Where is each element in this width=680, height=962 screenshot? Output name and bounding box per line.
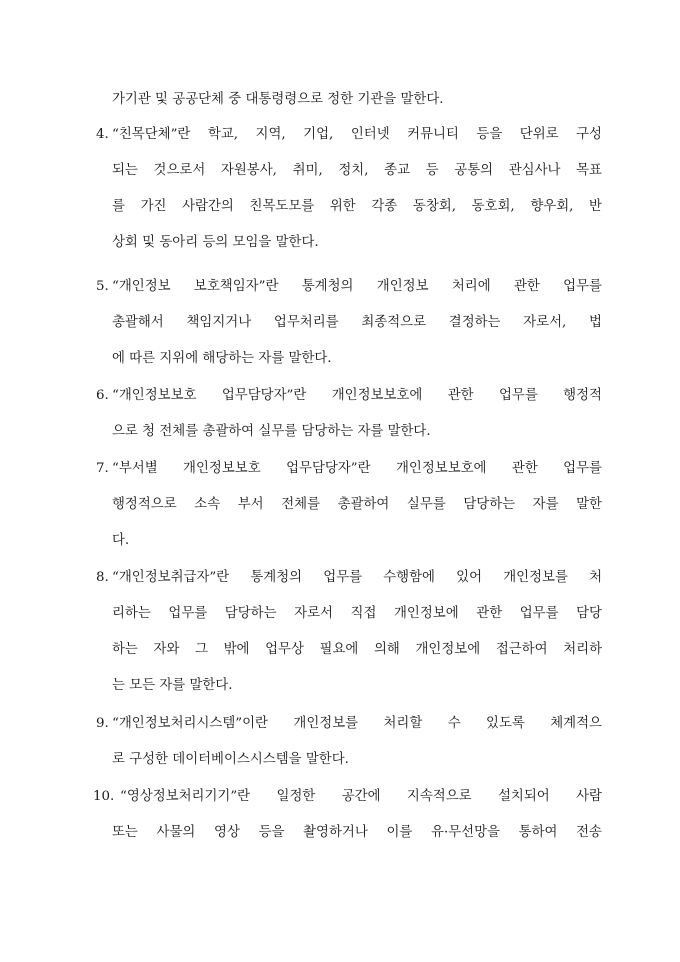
item-line: 총괄해서 책임지거나 업무처리를 최종적으로 결정하는 자로서, 법 <box>112 315 602 330</box>
item-number: 4. <box>96 127 109 142</box>
item-line: “개인정보보호 업무담당자”란 개인정보보호에 관한 업무를 행정적 <box>112 388 602 403</box>
item-number: 7. <box>96 461 109 476</box>
item-line: “개인정보처리시스템”이란 개인정보를 처리할 수 있도록 체계적으 <box>112 716 602 731</box>
item-number: 10. <box>93 789 115 804</box>
item-line: 행정적으로 소속 부서 전체를 총괄하여 실무를 담당하는 자를 말한 <box>112 497 602 512</box>
item-line: 는 모든 자를 말한다. <box>112 678 233 693</box>
item-number: 8. <box>96 570 109 585</box>
item-line: “영상정보처리기기”란 일정한 공간에 지속적으로 설치되어 사람 <box>120 789 602 804</box>
item-line: 다. <box>112 533 130 548</box>
item-line: 상회 및 동아리 등의 모임을 말한다. <box>112 235 319 250</box>
continuation-line: 가기관 및 공공단체 중 대통령령으로 정한 기관을 말한다. <box>112 92 444 107</box>
item-line: “부서별 개인정보보호 업무담당자”란 개인정보보호에 관한 업무를 <box>112 461 602 476</box>
item-number: 6. <box>96 388 109 403</box>
item-line: “개인정보취급자”란 통계청의 업무를 수행함에 있어 개인정보를 처 <box>112 570 602 585</box>
item-line: “친목단체”란 학교, 지역, 기업, 인터넷 커뮤니티 등을 단위로 구성 <box>112 127 602 142</box>
item-number: 9. <box>96 716 109 731</box>
item-line: 또는 사물의 영상 등을 촬영하거나 이를 유·무선망을 통하여 전송 <box>112 825 602 840</box>
item-line: 리하는 업무를 담당하는 자로서 직접 개인정보에 관한 업무를 담당 <box>112 606 602 621</box>
item-line: 를 가진 사람간의 친목도모를 위한 각종 동창회, 동호회, 향우회, 반 <box>112 199 602 214</box>
item-line: 에 따른 지위에 해당하는 자를 말한다. <box>112 351 332 366</box>
item-line: “개인정보 보호책임자”란 통계청의 개인정보 처리에 관한 업무를 <box>112 279 602 294</box>
item-line: 으로 청 전체를 총괄하여 실무를 담당하는 자를 말한다. <box>112 424 431 439</box>
item-line: 되는 것으로서 자원봉사, 취미, 정치, 종교 등 공통의 관심사나 목표 <box>112 163 602 178</box>
item-number: 5. <box>96 279 109 294</box>
item-line: 로 구성한 데이터베이스시스템을 말한다. <box>112 752 349 767</box>
item-line: 하는 자와 그 밖에 업무상 필요에 의해 개인정보에 접근하여 처리하 <box>112 642 602 657</box>
